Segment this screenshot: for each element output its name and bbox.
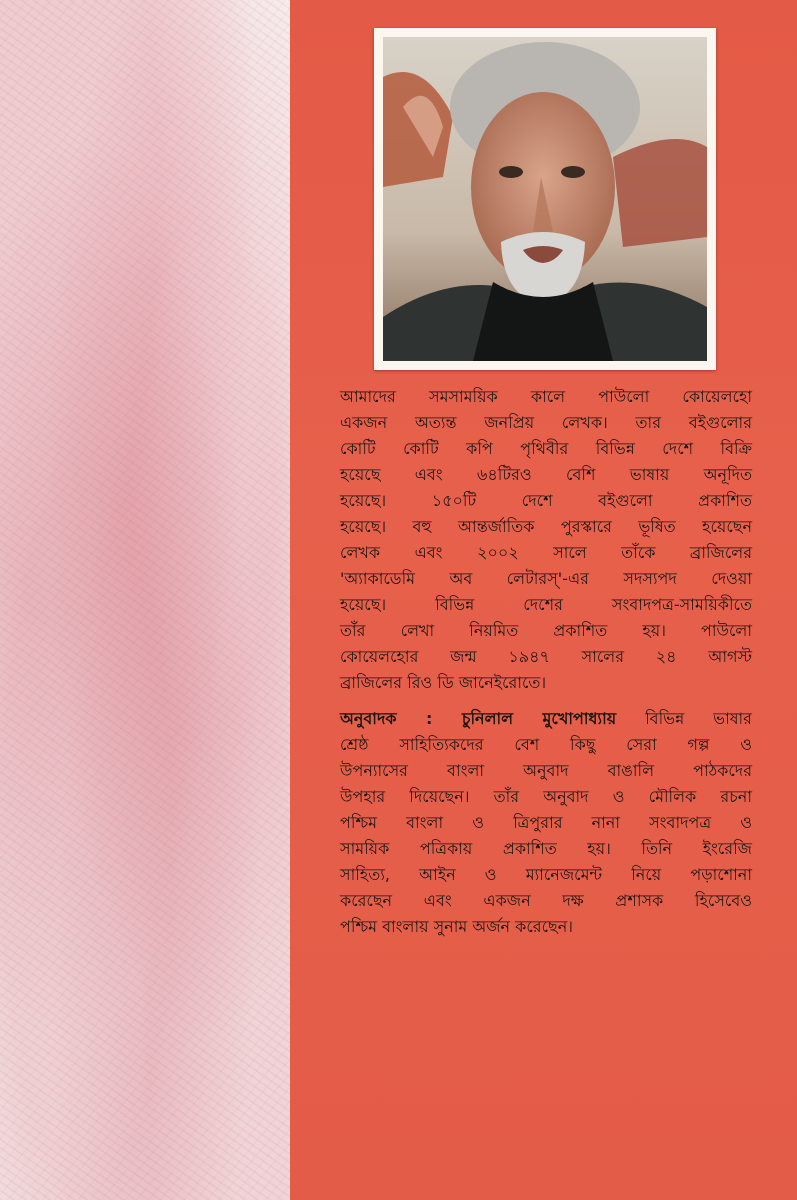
bio-line: 'অ্যাকাডেমি অব লেটারস্'-এর সদস্যপদ দেওয়া <box>340 569 752 588</box>
bio-line: কোটি কোটি কপি পৃথিবীর বিভিন্ন দেশে বিক্রি <box>340 439 752 458</box>
translator-line: সাময়িক পত্রিকায় প্রকাশিত হয়। তিনি ইংরেজি <box>340 839 752 858</box>
bio-line: হয়েছে। ১৫০টি দেশে বইগুলো প্রকাশিত <box>340 491 752 510</box>
translator-line: উপহার দিয়েছেন। তাঁর অনুবাদ ও মৌলিক রচনা <box>340 787 752 806</box>
bio-line: আমাদের সমসাময়িক কালে পাউলো কোয়েলহো <box>340 387 752 406</box>
translator-line: পশ্চিম বাংলা ও ত্রিপুরার নানা সংবাদপত্র ও <box>340 813 752 832</box>
author-portrait-image <box>383 37 707 361</box>
translator-first-line <box>340 706 752 732</box>
author-photo <box>374 28 716 370</box>
bio-line: হয়েছে। বিভিন্ন দেশের সংবাদপত্র-সাময়িকীতে <box>340 595 752 614</box>
bio-line: কোয়েলহোর জন্ম ১৯৪৭ সালের ২৪ আগস্ট <box>340 647 752 666</box>
translator-biography <box>340 706 752 940</box>
author-biography <box>340 384 752 696</box>
translator-line: করেছেন এবং একজন দক্ষ প্রশাসক হিসেবেও <box>340 891 752 910</box>
textured-left-panel <box>0 0 290 1200</box>
translator-label: অনুবাদক : চুনিলাল মুখোপাধ্যায় <box>340 709 617 728</box>
bio-line: একজন অত্যন্ত জনপ্রিয় লেখক। তার বইগুলোর <box>340 413 752 432</box>
bio-line: লেখক এবং ২০০২ সালে তাঁকে ব্রাজিলের <box>340 543 752 562</box>
translator-line: সাহিত্য, আইন ও ম্যানেজমেন্ট নিয়ে পড়াশোনা <box>340 865 752 884</box>
bio-line: ব্রাজিলের রিও ডি জানেইরোতে। <box>340 673 547 692</box>
bio-line: তাঁর লেখা নিয়মিত প্রকাশিত হয়। পাউলো <box>340 621 752 640</box>
translator-line-rest: বিভিন্ন ভাষার <box>616 709 752 728</box>
translator-line: উপন্যাসের বাংলা অনুবাদ বাঙালি পাঠকদের <box>340 761 752 780</box>
bio-line: হয়েছে এবং ৬৪টিরও বেশি ভাষায় অনূদিত <box>340 465 752 484</box>
translator-line: শ্রেষ্ঠ সাহিত্যিকদের বেশ কিছু সেরা গল্প ও <box>340 735 752 754</box>
translator-line: পশ্চিম বাংলায় সুনাম অর্জন করেছেন। <box>340 917 573 936</box>
bio-line: হয়েছে। বহু আন্তর্জাতিক পুরস্কারে ভূষিত হয়েছেন <box>340 517 752 536</box>
